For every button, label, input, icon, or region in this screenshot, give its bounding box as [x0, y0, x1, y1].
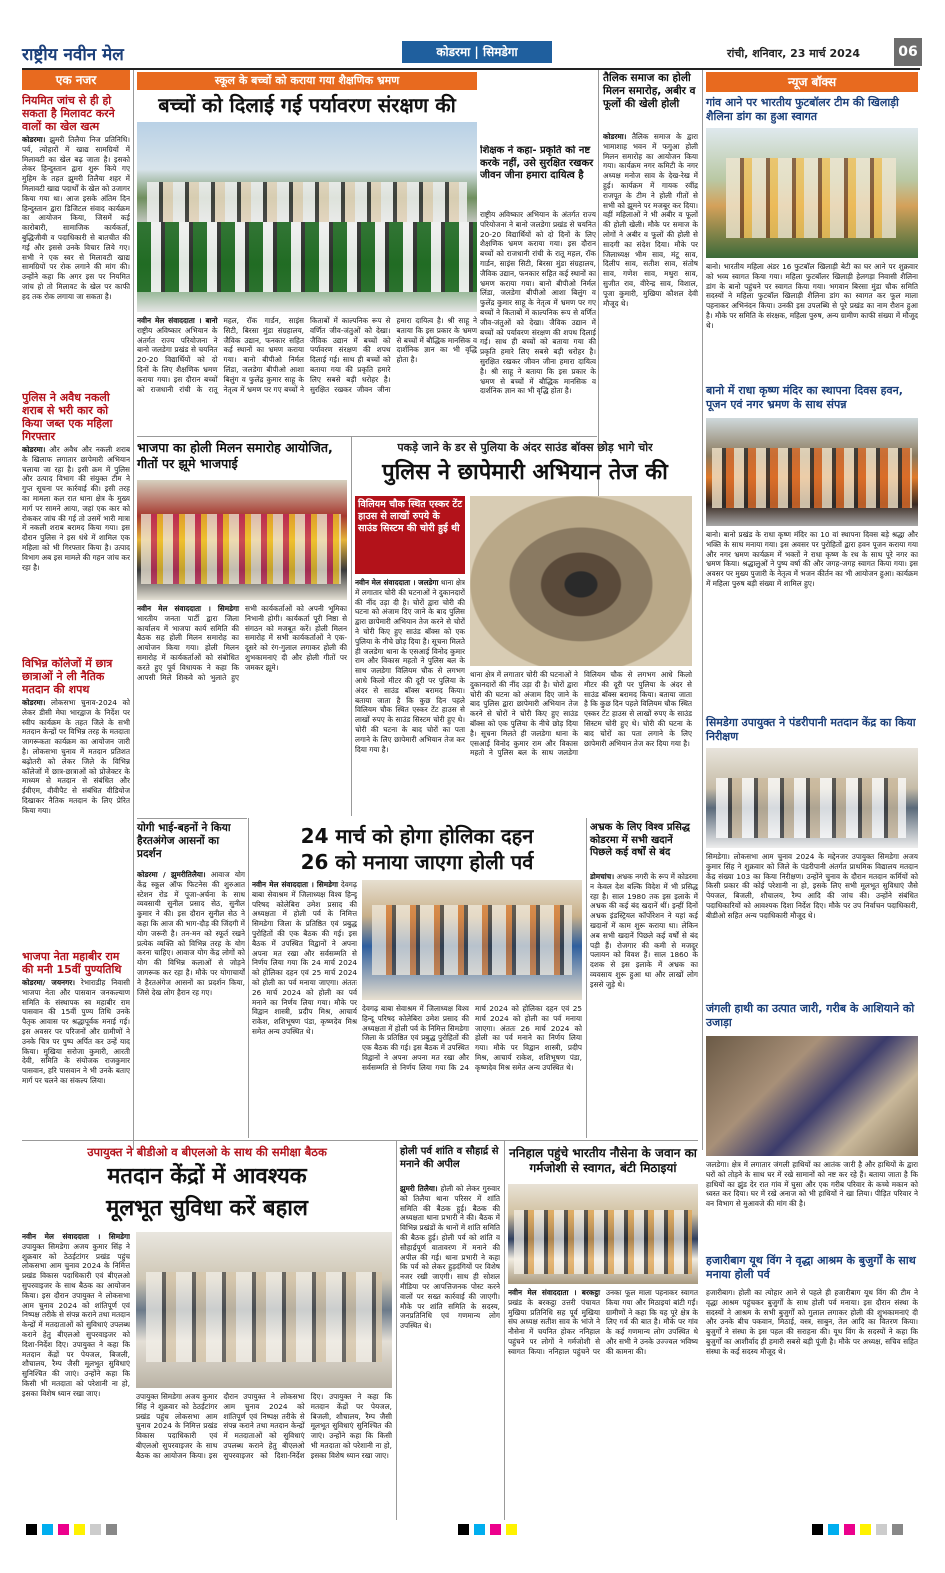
school-story-kicker: स्कूल के बच्चों को कराया गया शैक्षणिक भ्रमण [137, 72, 477, 90]
page-number: 06 [894, 38, 922, 66]
left-column [22, 70, 130, 1150]
school-story-body: नवीन मेल संवाददाता । बानो राष्ट्रीय अविष्कार अभियान के अंतर्गत राज्य परियोजना ने बानो जलडेगा प्रखंड से चयनित 20-20 विद्यार्थियों को दो दिनों के लिए शैक्षणिक भ्रमण कराया गया। इस दौरान बच्चों को राजधानी रांची के रातू महल, रॉक गार्डन, साइंस सिटी, बिरसा मुंडा संग्रहालय, जैविक उद्यान, फनकार सहित कई स्थानों का भ्रमण कराया गया। बानो बीपीओ निर्मल लिंडा, जलडेगा बीपीओ आशा बिलुंग व फुलेंद्र कुमार साहू के नेतृत्व में भ्रमण पर गए बच्चों ने किताबों में काल्पनिक रूप से वर्णित जीव-जंतुओं को देखा। जैविक उद्यान में बच्चों को पर्यावरण संरक्षण की शपथ दिलाई गई। साथ ही बच्चों को बताया गया की प्रकृति हमारे लिए सबसे बड़ी धरोहर है। सुरक्षित रखकर जीवन जीना हमारा दायित्व है। श्री साहू ने बताया कि इस प्रकार के भ्रमण से बच्चों में बौद्धिक मानसिक व दार्शनिक ज्ञान का भी वृद्धि होता है। [137, 316, 477, 394]
brief-body: कोडरमा। झुमरी तिलैया निज प्रतिनिधि। पर्व, त्योहारों में खाद्य सामग्रियों में मिलावटी का खेल बढ़ जाता है। इसको लेकर हिन्दुस्तान द्वारा शुरू किये गए मुहिम के तहत झुमरी तिलैया शहर में मिलावटी खाद्य पदार्थों के खेल को उजागर किया गया था। आज इसके अंतिम दिन हिन्दुस्तान द्वारा डिजिटल संवाद कार्यक्रम का आयोजन किया, जिसमें कई कारोबारी, सामाजिक कार्यकर्ता, बुद्धिजीवी व पदाधिकारी से बातचीत की गई और इससे उनके विचार लिये गए। सभी ने एक स्वर से मिलावटी खाद्य सामग्रियों पर रोक लगाने की मांग की। उन्होंने कहा कि अगर इस पर नियमित जांच हो तो मिलावट के खेल पर काफी हद तक रोक लगाया जा सकता है। [22, 135, 130, 301]
holika-headline-1: 24 मार्च को होगा होलिका दहन [300, 824, 534, 848]
review-meeting-photo [136, 1232, 392, 1388]
elephant-body: जलडेगा। क्षेत्र में लगातार जंगली हाथियों का आतंक जारी है और हाथियों के द्वारा घरों को तोड़ने के साथ घर में रखे सामानों को नष्ट कर रहे हैं। बताया जाता है कि हाथियों का झुंड देर रात गांव में घुसा और एक गरीब परिवार के कच्चे मकान को ध्वस्त कर दिया। घर में रखे अनाज को भी हाथियों ने खा लिया। पीड़ित परिवार ने वन विभाग से मुआवजे की मांग की है। [706, 1160, 918, 1209]
brief-title: नियमित जांच से ही हो सकता है मिलावट करने वालों का खेल खत्म [22, 94, 115, 133]
polling-headline-1: मतदान केंद्रों में आवश्यक [107, 1164, 307, 1189]
brief-title: विभिन्न कॉलेजों में छात्र छात्राओं ने ली नैतिक मतदान की शपथ [22, 657, 113, 696]
brief-body: कोडरमा/ जयनगर। रेभाराडीह निवासी भाजपा नेता और पासवान जनकल्याण समिति के संस्थापक स्व महाबीर राम पासवान की 15वीं पुण्य तिथि उनके पैतृक आवास पर श्रद्धापूर्वक मनाई गई। इस अवसर पर परिजनों और ग्रामीणों ने उनके चित्र पर पुष्प अर्पित कर उन्हें याद किया। मुखिया सरोजा कुमारी, आरती देवी, समिति के संयोजक राजकुमार पासवान, हरि पासवान ने भी उनके बताए मार्ग पर चलने का संकल्प लिया। [22, 978, 130, 1085]
culvert-speaker-photo [470, 496, 692, 666]
hazaribagh-headline: हजारीबाग यूथ विंग ने वृद्धा आश्रम के बुजुर्गों के साथ मनाया होली पर्व [706, 1254, 916, 1281]
section-banner: कोडरमा | सिमडेगा [402, 41, 552, 63]
navy-headline: ननिहाल पहुंचे भारतीय नौसेना के जवान का गर्मजोशी से स्वागत, बंटी मिठाइयां [509, 1146, 697, 1175]
bjp-holi-photo [137, 480, 347, 600]
sports-headline: गांव आने पर भारतीय फुटबॉलर टीम की खिलाड़ी शैलिना डांग का हुआ स्वागत [706, 96, 899, 123]
holi-milan-headline: तैलिक समाज का होली मिलन समारोह, अबीर व फूलों की खेली होली [603, 72, 696, 110]
dateline: रांची, शनिवार, 23 मार्च 2024 [727, 47, 861, 60]
police-body: नवीन मेल संवाददाता । जलडेगा थाना क्षेत्र में लगातार चोरी की घटनाओं ने दुकानदारों की नींद उड़ा दी है। चोरों द्वारा चोरी की घटना को अंजाम दिए जाने के बाद पुलिस द्वारा छापेमारी अभियान तेज करने से चोरों ने चोरी किए हुए साउंड बॉक्स को एक पुलिया के नीचे छोड़ दिया है। सूचना मिलते ही जलडेगा थाना के एसआई विनोद कुमार राम और विकास महतो ने पुलिस बल के साथ जलडेगा विलियम चौक से लगभग आधे किलो मीटर की दूरी पर पुलिया के अंदर से साउंड बॉक्स बरामद किया। बताया जाता है कि कुछ दिन पहले विलियम चौक स्थित एस्कर टेंट हाउस से लाखों रुपए के साउंड सिस्टम चोरी हुए थे। चोरी की घटना के बाद चोरों का पता लगाने के लिए छापेमारी अभियान तेज कर दिया गया है। [355, 578, 465, 754]
masthead [22, 38, 920, 70]
temple-photo [706, 418, 918, 526]
footballer-photo [706, 128, 918, 258]
pull-quote: शिक्षक ने कहा- प्रकृति को नष्ट करके नहीं, उसे सुरक्षित रखकर जीवन जीना हमारा दायित्व है [480, 145, 594, 181]
bjp-body: नवीन मेल संवाददाता । सिमडेगा भारतीय जनता पार्टी द्वारा जिला कार्यालय में भाजपा कार्य समिति की बैठक सह होली मिलन समारोह का आयोजन किया गया। होली मिलन समारोह में कार्यकर्ताओं को संबोधित करते हुए पूर्व विधायक ने कहा कि आपसी मिले शिकवे को भुलाते हुए सभी कार्यकर्ताओं को अपनी भूमिका निभानी होगी। कार्यकर्ता पूरी निष्ठा से संगठन को मजबूत करें। होली मिलन समारोह में सभी कार्यकर्ताओं ने एक-दूसरे को रंग-गुलाल लगाकर होली की शुभकामनाएं दी और होली गीतों पर जमकर झूमे। [137, 604, 347, 682]
holika-body: नवीन मेल संवाददाता । सिमडेगा देवगढ़ बाबा सेवाश्रम में जिलाध्यक्ष विश्व हिन्दू परिषद कोलेबिरा उमेश प्रसाद की अध्यक्षता में होली पर्व के निमित्त सिमडेगा जिला के प्रतिष्ठित एवं प्रबुद्ध पुरोहितों की एक बैठक की गई। इस बैठक में उपस्थित विद्वानों ने अपना अपना मत रखा और सर्वसम्मति से निर्णय लिया गया कि 24 मार्च 2024 को होलिका दहन एवं 25 मार्च 2024 को होली का पर्व मनाया जाएगा। अंततः 26 मार्च 2024 को होली का पर्व मनाने का निर्णय लिया गया। मौके पर विद्वान शास्त्री, प्रदीप मिश्र, आचार्य राकेश, शशिभूषण पंडा, कृष्णदेव मिश्र समेत अन्य उपस्थित थे। [252, 880, 357, 1036]
elephant-headline: जंगली हाथी का उत्पात जारी, गरीब के आशियाने को उजाड़ा [706, 1002, 915, 1029]
elephant-damage-photo [706, 1036, 918, 1156]
left-column-header: एक नजर [22, 70, 130, 90]
navy-welcome-photo [508, 1184, 698, 1284]
peace-headline: होली पर्व शांति व सौहार्द्र से मनाने की अपील [400, 1146, 499, 1170]
school-trip-photo [137, 122, 477, 312]
bjp-headline: भाजपा का होली मिलन समारोह आयोजित, गीतों पर झूमे भाजपाई [137, 440, 333, 471]
police-highlight: विलियम चौक स्थित एस्कर टेंट हाउस से लाखों रुपये के साउंड सिस्टम की चोरी हुई थी [355, 496, 465, 574]
temple-headline: बानो में राधा कृष्ण मंदिर का स्थापना दिवस हवन, पूजन एवं नगर भ्रमण के साथ संपन्न [706, 384, 903, 411]
dc-inspection-headline: सिमडेगा उपायुक्त ने पंडरीपानी मतदान केंद्र का किया निरीक्षण [706, 716, 916, 743]
polling-kicker: उपायुक्त ने बीडीओ व बीएलओ के साथ की समीक्षा बैठक [87, 1145, 327, 1159]
holika-headline-2: 26 को मनाया जाएगा होली पर्व [300, 850, 534, 874]
sports-body: बानो। भारतीय महिला अंडर 16 फुटबॉल खिलाड़ी बेटी का घर आने पर शुक्रवार को भव्य स्वागत किया गया। महिला फुटबॉलर खिलाड़ी हेलगड़ा निवासी शैलिना डांग के बानो पहुंचने पर स्वागत किया गया। भगवान बिरसा मुंडा चौक समिति सदस्यों ने महिला फुटबॉल खिलाड़ी शैलिना डांग का स्वागत कर फूल माला पहनाकर अभिनंदन किया। उनकी इस उपलब्धि से पूरे प्रखंड का नाम रौशन हुआ है। मौके पर समिति के संरक्षक, महिला पुरुष, अन्य ग्रामीण काफी संख्या में मौजूद थे। [706, 262, 918, 330]
navy-body: नवीन मेल संवाददाता । बरकट्ठा प्रखंड के बरकट्ठा उत्तरी पंचायत मुखिया प्रतिनिधि सह पूर्व मुखिया संघ अध्यक्ष सतीश साव के भांजे ने नौसेना में चयनित होकर ननिहाल पहुंचने पर लोगों ने गर्मजोशी से स्वागत किया। ननिहाल पहुंचने पर उनका फूल माला पहनाकर स्वागत किया गया और मिठाइयां बांटी गईं। ग्रामीणों ने कहा कि यह पूरे क्षेत्र के लिए गर्व की बात है। मौके पर गांव के कई गणमान्य लोग उपस्थित थे और सभी ने उनके उज्ज्वल भविष्य की कामना की। [508, 1288, 698, 1356]
polling-body-cont: उपायुक्त सिमडेगा अजय कुमार सिंह ने शुक्रवार को ठेठईटांगर प्रखंड पहुंच लोकसभा आम चुनाव 2024 के निमित्त प्रखंड विकास पदाधिकारी एवं बीएलओ सुपरवाइजर के साथ बैठक का आयोजन किया। इस दौरान उपायुक्त ने लोकसभा आम चुनाव 2024 को शांतिपूर्ण एवं निष्पक्ष तरीके से संपन्न कराने तथा मतदान केन्द्रों में मतदाताओं को सुविधाएं उपलब्ध कराने हेतु बीएलओ सुपरवाइजर को दिशा-निर्देश दिए। उपायुक्त ने कहा कि मतदान केंद्रों पर पेयजल, बिजली, शौचालय, रैम्प जैसी मूलभूत सुविधाएं सुनिश्चित की जाएं। उन्होंने कहा कि किसी भी मतदाता को परेशानी ना हो, इसका विशेष ध्यान रखा जाए। [136, 1392, 392, 1460]
brief-body: कोडरमा। और अवैध और नकली शराब के खिलाफ लगातार छापेमारी अभियान चलाया जा रहा है। इसी क्रम में पुलिस और उत्पाद विभाग की संयुक्त टीम ने गुप्त सूचना पर कार्रवाई की। इसी तरह का मामला कल रात थाना क्षेत्र के मुख्य मार्ग पर सामने आया, जहां एक कार को रोककर जांच की गई तो उसमें भारी मात्रा में नकली शराब बरामद किया गया। इस दौरान पुलिस ने इस धंधे में शामिल एक महिला को भी गिरफ्तार किया है। उत्पाद विभाग अब इस मामले की गहन जांच कर रहा है। [22, 445, 130, 572]
footer-color-bar [22, 1524, 920, 1536]
holi-milan-body: कोडरमा। तैलिक समाज के द्वारा भामाशाह भवन में फगुआ होली मिलन समारोह का आयोजन किया गया। कार्यक्रम नगर कमिटी के नगर अध्यक्ष मनोज साव के देख-रेख में हुई। कार्यक्रम में गायक रवींद्र राजपूत के टीम ने होली गीतों से सभी को झूमने पर मजबूर कर दिया। वहीं महिलाओं ने भी अबीर व फूलों की होली खेली। मौके पर समाज के लोगों ने अबीर व फूलों की होली से सादगी का संदेश दिया। मौके पर जिलाध्यक्ष भीम साव, मंटू साव, दिलीप साव, सतीश साव, संतोष साव, गणेश साव, मथुरा साव, सुजीत राव, वीरेन्द्र साव, विशाल, पूजा कुमारी, मुखिया कौशल देवी मौजूद थे। [603, 132, 698, 308]
hazaribagh-body: हजारीबाग। होली का त्योहार आने से पहले ही हजारीबाग यूथ विंग की टीम ने वृद्धा आश्रम पहुंचकर बुजुर्गों के साथ होली पर्व मनाया। इस दौरान संस्था के सदस्यों ने आश्रम के सभी बुजुर्गों को गुलाल लगाकर होली की शुभकामनाएं दी और उनके बीच पकवान, मिठाई, वस्त्र, साबुन, तेल आदि का वितरण किया। बुजुर्गों ने संस्था के इस पहल की सराहना की। यूथ विंग के सदस्यों ने कहा कि बुजुर्गों का आशीर्वाद ही हमारी सबसे बड़ी पूंजी है। मौके पर अध्यक्ष, सचिव सहित संस्था के कई सदस्य मौजूद थे। [706, 1288, 918, 1356]
police-headline: पुलिस ने छापेमारी अभियान तेज की [382, 460, 668, 485]
temple-body: बानो। बानो प्रखंड के राधा कृष्ण मंदिर का 10 वां स्थापना दिवस बड़े श्रद्धा और भक्ति के साथ मनाया गया। इस अवसर पर पुरोहितों द्वारा हवन पूजन कराया गया और नगर भ्रमण कार्यक्रम में भक्तों ने राधा कृष्ण के रथ के साथ पूरे नगर का भ्रमण किया। श्रद्धालुओं ने पुष्प वर्षा की और जगह-जगह स्वागत किया गया। इस अवसर पर मुख्य पुजारी के नेतृत्व में भजन कीर्तन का भी आयोजन हुआ। कार्यक्रम में महिला पुरुष बड़ी संख्या में शामिल हुए। [706, 530, 918, 588]
police-body-cont: थाना क्षेत्र में लगातार चोरी की घटनाओं ने दुकानदारों की नींद उड़ा दी है। चोरों द्वारा चोरी की घटना को अंजाम दिए जाने के बाद पुलिस द्वारा छापेमारी अभियान तेज करने से चोरों ने चोरी किए हुए साउंड बॉक्स को एक पुलिया के नीचे छोड़ दिया है। सूचना मिलते ही जलडेगा थाना के एसआई विनोद कुमार राम और विकास महतो ने पुलिस बल के साथ जलडेगा विलियम चौक से लगभग आधे किलो मीटर की दूरी पर पुलिया के अंदर से साउंड बॉक्स बरामद किया। बताया जाता है कि कुछ दिन पहले विलियम चौक स्थित एस्कर टेंट हाउस से लाखों रुपए के साउंड सिस्टम चोरी हुए थे। चोरी की घटना के बाद चोरों का पता लगाने के लिए छापेमारी अभियान तेज कर दिया गया है। [470, 670, 692, 758]
holika-body-cont: देवगढ़ बाबा सेवाश्रम में जिलाध्यक्ष विश्व हिन्दू परिषद कोलेबिरा उमेश प्रसाद की अध्यक्षता में होली पर्व के निमित्त सिमडेगा जिला के प्रतिष्ठित एवं प्रबुद्ध पुरोहितों की एक बैठक की गई। इस बैठक में उपस्थित विद्वानों ने अपना अपना मत रखा और सर्वसम्मति से निर्णय लिया गया कि 24 मार्च 2024 को होलिका दहन एवं 25 मार्च 2024 को होली का पर्व मनाया जाएगा। अंततः 26 मार्च 2024 को होली का पर्व मनाने का निर्णय लिया गया। मौके पर विद्वान शास्त्री, प्रदीप मिश्र, आचार्य राकेश, शशिभूषण पंडा, कृष्णदेव मिश्र समेत अन्य उपस्थित थे। [362, 1004, 582, 1072]
polling-headline-2: मूलभूत सुविधा करें बहाल [106, 1196, 308, 1221]
mica-headline: अभ्रक के लिए विश्व प्रसिद्ध कोडरमा में सभी खदानें पिछले कई वर्षों से बंद [590, 822, 690, 858]
brief-title: पुलिस ने अवैध नकली शराब से भरी कार को किया जब्त एक महिला गिरफ्तार [22, 391, 113, 443]
news-box-header: न्यूज बॉक्स [706, 72, 918, 92]
polling-body: नवीन मेल संवाददाता । सिमडेगा उपायुक्त सिमडेगा अजय कुमार सिंह ने शुक्रवार को ठेठईटांगर प्रखंड पहुंच लोकसभा आम चुनाव 2024 के निमित्त प्रखंड विकास पदाधिकारी एवं बीएलओ सुपरवाइजर के साथ बैठक का आयोजन किया। इस दौरान उपायुक्त ने लोकसभा आम चुनाव 2024 को शांतिपूर्ण एवं निष्पक्ष तरीके से संपन्न कराने तथा मतदान केन्द्रों में मतदाताओं को सुविधाएं उपलब्ध कराने हेतु बीएलओ सुपरवाइजर को दिशा-निर्देश दिए। उपायुक्त ने कहा कि मतदान केंद्रों पर पेयजल, बिजली, शौचालय, रैम्प जैसी मूलभूत सुविधाएं सुनिश्चित की जाएं। उन्होंने कहा कि किसी भी मतदाता को परेशानी ना हो, इसका विशेष ध्यान रखा जाए। [22, 1232, 130, 1398]
yogi-body: कोडरमा / झुमरीतिलैया। आवाज योग केंद्र स्कूल ऑफ फिटनेस की शुरुआत स्टेशन रोड में पूजा-अर्चना के साथ व्यवसायी सुनील प्रसाद सेठ, सुनील कुमार ने की। इस दौरान सुनील सेठ ने कहा कि आज की भाग-दौड़ की जिंदगी में योग जरूरी है। तन-मन को स्फूर्त रखने प्रत्येक व्यक्ति को विभिन्न तरह के योग करना चाहिए। आवाज योग केंद्र लोगों को योग की विभिन्न कलाओं से जोड़ने जागरूक कर रहा है। मौके पर योगाचार्यों ने हैरतअंगेज आसनों का प्रदर्शन किया, जिसे देख लोग हैरान रह गए। [137, 870, 245, 997]
dc-inspection-body: सिमडेगा। लोकसभा आम चुनाव 2024 के मद्देनजर उपायुक्त सिमडेगा अजय कुमार सिंह ने शुक्रवार को जिले के पंडरीपानी अंतर्गत प्राथमिक विद्यालय मतदान केंद्र संख्या 103 का किया निरीक्षण। उन्होंने चुनाव के दौरान मतदान कर्मियों को किसी प्रकार की कोई परेशानी ना हो, इसके लिए सभी मूलभूत सुविधाएं जैसे पेयजल, बिजली, शौचालय, रैम्प आदि की जांच की। उन्होंने संबंधित पदाधिकारियों को आवश्यक दिशा निर्देश दिए। मौके पर उप निर्वाचन पदाधिकारी, बीडीओ सहित अन्य पदाधिकारी मौजूद थे। [706, 852, 918, 920]
school-story-body-cont: राष्ट्रीय अविष्कार अभियान के अंतर्गत राज्य परियोजना ने बानो जलडेगा प्रखंड से चयनित 20-20 विद्यार्थियों को दो दिनों के लिए शैक्षणिक भ्रमण कराया गया। इस दौरान बच्चों को राजधानी रांची के रातू महल, रॉक गार्डन, साइंस सिटी, बिरसा मुंडा संग्रहालय, जैविक उद्यान, फनकार सहित कई स्थानों का भ्रमण कराया गया। बानो बीपीओ निर्मल लिंडा, जलडेगा बीपीओ आशा बिलुंग व फुलेंद्र कुमार साहू के नेतृत्व में भ्रमण पर गए बच्चों ने किताबों में काल्पनिक रूप से वर्णित जीव-जंतुओं को देखा। जैविक उद्यान में बच्चों को पर्यावरण संरक्षण की शपथ दिलाई गई। साथ ही बच्चों को बताया गया की प्रकृति हमारे लिए सबसे बड़ी धरोहर है। सुरक्षित रखकर जीवन जीना हमारा दायित्व है। श्री साहू ने बताया कि इस प्रकार के भ्रमण से बच्चों में बौद्धिक मानसिक व दार्शनिक ज्ञान का भी वृद्धि होता है। [480, 210, 596, 396]
peace-body: झुमरी तिलैया। होली को लेकर गुरुवार को तिलैया थाना परिसर में शांति समिति की बैठक हुई। बैठक की अध्यक्षता थाना प्रभारी ने की। बैठक में विभिन्न प्रखंडों के थानों में शांति समिति की बैठक हुई। होली पर्व को शांति व सौहार्द्रपूर्ण वातावरण में मनाने की अपील की गई। थाना प्रभारी ने कहा कि पर्व को लेकर हुड़दंगियों पर विशेष नजर रखी जाएगी। साथ ही सोशल मीडिया पर आपत्तिजनक पोस्ट करने वालों पर सख्त कार्रवाई की जाएगी। मौके पर शांति समिति के सदस्य, जनप्रतिनिधि एवं गणमान्य लोग उपस्थित थे। [400, 1184, 500, 1331]
inspection-photo [706, 748, 918, 848]
brief-title: भाजपा नेता महाबीर राम की मनी 15वीं पुण्यतिथि [22, 950, 122, 976]
brief-body: कोडरमा। लोकसभा चुनाव-2024 को लेकर डीसी मेघा भारद्वाज के निर्देश पर स्वीप कार्यक्रम के तहत जिले के सभी मतदान केन्द्रों पर विभिन्न तरह के मतदाता जागरूकता कार्यक्रम का आयोजन जारी है। लोकसभा चुनाव में मतदान प्रतिशत बढ़ोतरी को लेकर जिले के विभिन्न कॉलेजों में छात्र-छात्राओं को प्रोजेक्टर के माध्यम से मतदान से संबंधित और ईवीएम, वीवीपैट से संबंधित वीडियोज दिखाकर नैतिक मतदान के लिए प्रेरित किया गया। [22, 698, 130, 815]
school-story-headline: बच्चों को दिलाई गई पर्यावरण संरक्षण की [158, 93, 456, 117]
priest-meeting-photo [362, 880, 582, 1000]
police-kicker: पकड़े जाने के डर से पुलिया के अंदर साउंड बॉक्स छोड़ भागे चोर [397, 441, 653, 454]
paper-name: राष्ट्रीय नवीन मेल [22, 45, 124, 65]
yogi-headline: योगी भाई-बहनों ने किया हैरतअंगेज आसनों का प्रदर्शन [137, 822, 231, 860]
mica-body: डोमचांच। अभ्रक नगरी के रूप में कोडरमा न केवल देश बल्कि विदेश में भी प्रसिद्ध रहा है। साल 1980 तक इस इलाके में अभ्रक की कई बंद खदानें थीं। इन्हीं दिनों अभ्रक इंडस्ट्रियल कॉर्पोरेशन ने यहां कई खदानों में काम शुरू कराया था। लेकिन अब सभी खदानें पिछले कई वर्षों से बंद पड़ी हैं। रोजगार की कमी से मजदूर पलायन को विवश हैं। साल 1860 के दशक से इस इलाके में अभ्रक का व्यवसाय शुरू हुआ था और लाखों लोग इससे जुड़े थे। [590, 872, 698, 989]
